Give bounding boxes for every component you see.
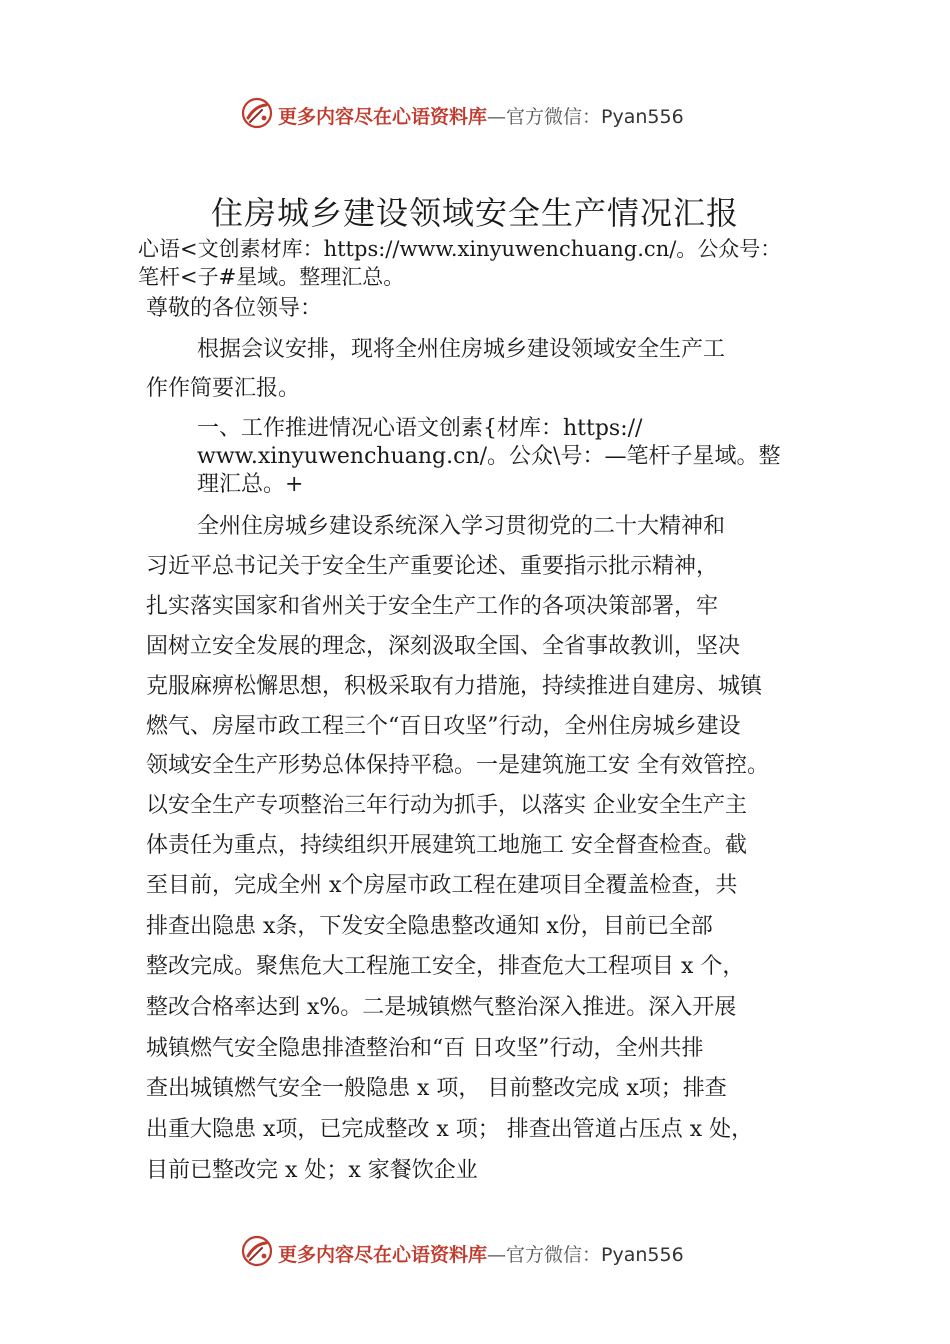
watermark-wechat-id: Pyan556 <box>601 1244 684 1266</box>
watermark-wechat-label: 官方微信： <box>506 106 602 128</box>
watermark-banner-top <box>0 94 950 134</box>
seal-logo-icon <box>240 96 274 130</box>
section-heading-line: 理汇总。+ <box>197 472 304 497</box>
watermark-wechat-label: 官方微信： <box>506 1244 602 1266</box>
source-line: 笔杆<子#星域。整理汇总。 <box>138 265 405 289</box>
body-line: 整改完成。聚焦危大工程施工安全，排查危大工程项目 x 个， <box>146 954 745 979</box>
document-title: 住房城乡建设领域安全生产情况汇报 <box>210 194 739 232</box>
body-line: 排查出隐患 x条，下发安全隐患整改通知 x份，目前已全部 <box>146 914 713 939</box>
body-line: 出重大隐患 x项，已完成整改 x 项； 排查出管道占压点 x 处， <box>146 1117 754 1142</box>
watermark-wechat-id: Pyan556 <box>601 106 684 128</box>
watermark-main-text: 更多内容尽在心语资料库 <box>278 106 488 128</box>
body-line: 全州住房城乡建设系统深入学习贯彻党的二十大精神和 <box>197 514 726 539</box>
body-line: 目前已整改完 x 处；x 家餐饮企业 <box>146 1158 478 1183</box>
watermark-banner-bottom <box>0 1232 950 1272</box>
body-line: 燃气、房屋市政工程三个“百日攻坚”行动，全州住房城乡建设 <box>146 714 741 739</box>
body-line: 城镇燃气安全隐患排渣整治和“百 日攻坚”行动，全州共排 <box>146 1036 704 1061</box>
section-heading-line: 一、工作推进情况心语文创素{材库：https:// <box>197 416 643 441</box>
salutation: 尊敬的各位领导： <box>146 296 323 321</box>
intro-line: 根据会议安排，现将全州住房城乡建设领域安全生产工 <box>197 337 726 362</box>
watermark-text <box>278 1240 684 1267</box>
body-line: 查出城镇燃气安全一般隐患 x 项， 目前整改完成 x项；排查 <box>146 1076 727 1101</box>
body-line: 体责任为重点，持续组织开展建筑工地施工 安全督查检查。截 <box>146 833 747 858</box>
intro-line: 作作简要汇报。 <box>146 376 301 401</box>
body-line: 克服麻痹松懈思想，积极采取有力措施，持续推进自建房、城镇 <box>146 674 763 699</box>
seal-logo-icon <box>240 1234 274 1268</box>
watermark-dash: — <box>487 1244 507 1266</box>
body-line: 至目前，完成全州 x个房屋市政工程在建项目全覆盖检查，共 <box>146 873 738 898</box>
body-line: 扎实落实国家和省州关于安全生产工作的各项决策部署，牢 <box>146 594 719 619</box>
watermark-dash: — <box>487 106 507 128</box>
section-heading-line: www.xinyuwenchuang.cn/。公众\号：—笔杆子星域。整 <box>197 444 781 469</box>
body-line: 固树立安全发展的理念，深刻汲取全国、全省事故教训，坚决 <box>146 634 741 659</box>
body-line: 以安全生产专项整治三年行动为抓手，以落实 企业安全生产主 <box>146 793 747 818</box>
body-line: 整改合格率达到 x%。二是城镇燃气整治深入推进。深入开展 <box>146 995 737 1020</box>
source-line: 心语<文创素材库：https://www.xinyuwenchuang.cn/。公众号： <box>138 237 782 261</box>
watermark-text <box>278 102 684 129</box>
body-line: 习近平总书记关于安全生产重要论述、重要指示批示精神， <box>146 554 719 579</box>
body-line: 领域安全生产形势总体保持平稳。一是建筑施工安 全有效管控。 <box>146 753 769 778</box>
watermark-main-text: 更多内容尽在心语资料库 <box>278 1244 488 1266</box>
